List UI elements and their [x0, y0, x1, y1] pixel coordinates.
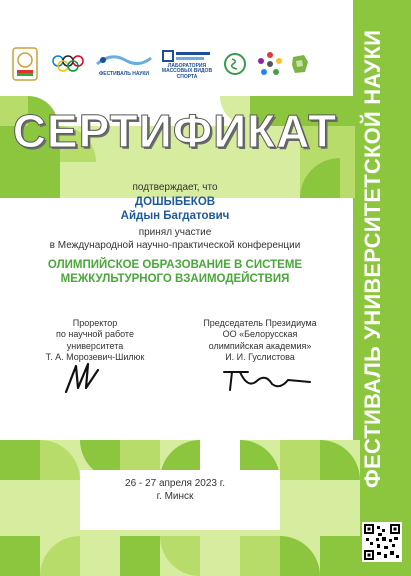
right-signatory	[190, 318, 330, 363]
colorful-star-icon	[256, 46, 284, 82]
mass-sports-lab-logo	[160, 46, 214, 82]
right-signatory-title-2: ОО «Белорусская	[222, 329, 298, 340]
mass-sports-lab-logo-text: ЛАБОРАТОРИЯ МАССОВЫХ ВИДОВ СПОРТА	[161, 63, 213, 80]
event-city: г. Минск	[156, 491, 194, 502]
round-emblem-icon	[222, 46, 248, 82]
qr-code-icon[interactable]	[362, 522, 402, 562]
participation-text: принял участие	[138, 227, 212, 238]
topic-line-1: ОЛИМПИЙСКОЕ ОБРАЗОВАНИЕ В СИСТЕМЕ	[47, 259, 303, 271]
olympic-rings-icon	[50, 46, 86, 82]
confirms-text: подтверждает, что	[132, 182, 218, 193]
topic-line-2: МЕЖКУЛЬТУРНОГО ВЗАИМОДЕЙСТВИЯ	[60, 273, 290, 285]
university-emblem-icon	[8, 46, 42, 82]
right-signatory-title-1: Председатель Президиума	[203, 318, 317, 328]
conference-text: в Международной научно-практической конференции	[49, 240, 301, 251]
left-signatory-title-1: Проректор	[72, 318, 118, 328]
right-signature-icon	[218, 366, 312, 396]
right-signatory-name: И. И. Гуслистова	[225, 351, 295, 362]
right-signatory-title-3: олимпийская академия»	[208, 340, 312, 351]
science-festival-logo-text: ФЕСТИВАЛЬ НАУКИ	[98, 71, 150, 78]
map-emblem-icon	[290, 46, 310, 82]
science-festival-logo	[94, 46, 154, 82]
left-signatory-title-3: университета	[66, 340, 124, 351]
logo-strip	[8, 46, 308, 88]
certificate-title: СЕРТИФИКАТ	[12, 105, 338, 157]
left-signatory-title-2: по научной работе	[56, 329, 134, 340]
left-signatory	[30, 318, 160, 363]
left-signature-icon	[62, 358, 102, 398]
recipient-surname: ДОШЫБЕКОВ	[134, 196, 216, 208]
event-dates: 26 - 27 апреля 2023 г.	[125, 478, 225, 489]
side-banner-text: ФЕСТИВАЛЬ УНИВЕРСИТЕТСКОЙ НАУКИ	[360, 29, 385, 488]
left-signatory-name: Т. А. Морозевич-Шилюк	[45, 351, 145, 362]
recipient-given-names: Айдын Багдатович	[120, 210, 230, 222]
